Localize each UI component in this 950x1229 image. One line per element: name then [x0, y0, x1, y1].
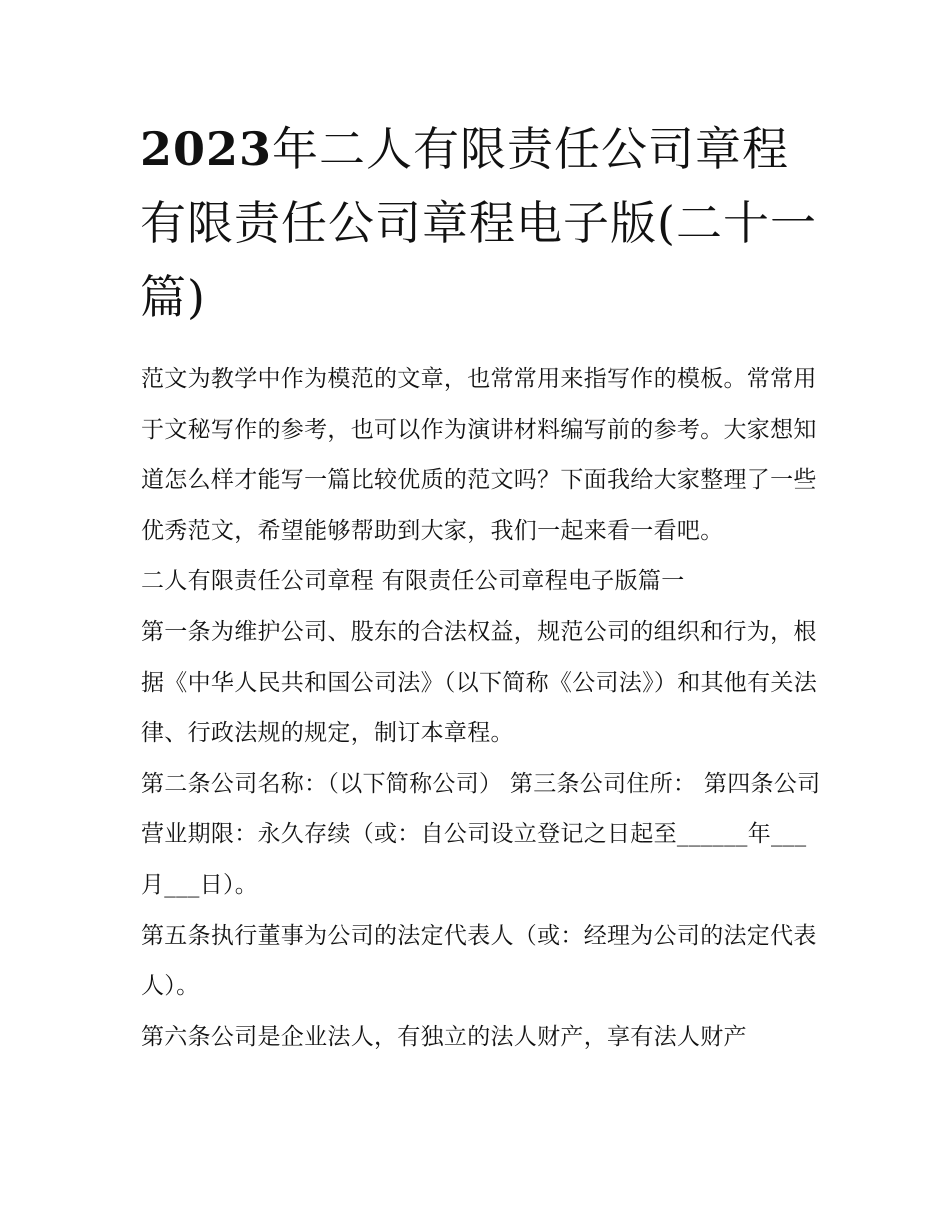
article-1-paragraph: 第一条为维护公司、股东的合法权益，规范公司的组织和行为，根据《中华人民共和国公司法》（以下简称《公司法》）和其他有关法律、行政法规的规定，制订本章程。 [141, 618, 817, 747]
document-title [140, 112, 820, 334]
document-body [141, 354, 821, 1062]
title-year: 2023 [140, 122, 273, 176]
article-5-paragraph: 第五条执行董事为公司的法定代表人（或：经理为公司的法定代表人）。 [141, 922, 817, 1000]
section-heading: 二人有限责任公司章程 有限责任公司章程电子版篇一 [141, 568, 685, 595]
article-6-paragraph: 第六条公司是企业法人，有独立的法人财产，享有法人财产 [141, 1023, 747, 1050]
article-2-4-paragraph: 第二条公司名称：（以下简称公司） 第三条公司住所： 第四条公司营业期限：永久存续（或：自公司设立登记之日起至______年___月___日）。 [141, 770, 821, 898]
title-text: 年二人有限责任公司章程 有限责任公司章程电子版(二十一篇) [140, 122, 817, 324]
intro-paragraph: 范文为教学中作为模范的文章，也常常用来指写作的模板。常常用于文秘写作的参考，也可以作为演讲材料编写前的参考。大家想知道怎么样才能写一篇比较优质的范文吗？下面我给大家整理了一些优秀范文，希望能够帮助到大家，我们一起来看一看吧。 [141, 366, 817, 544]
